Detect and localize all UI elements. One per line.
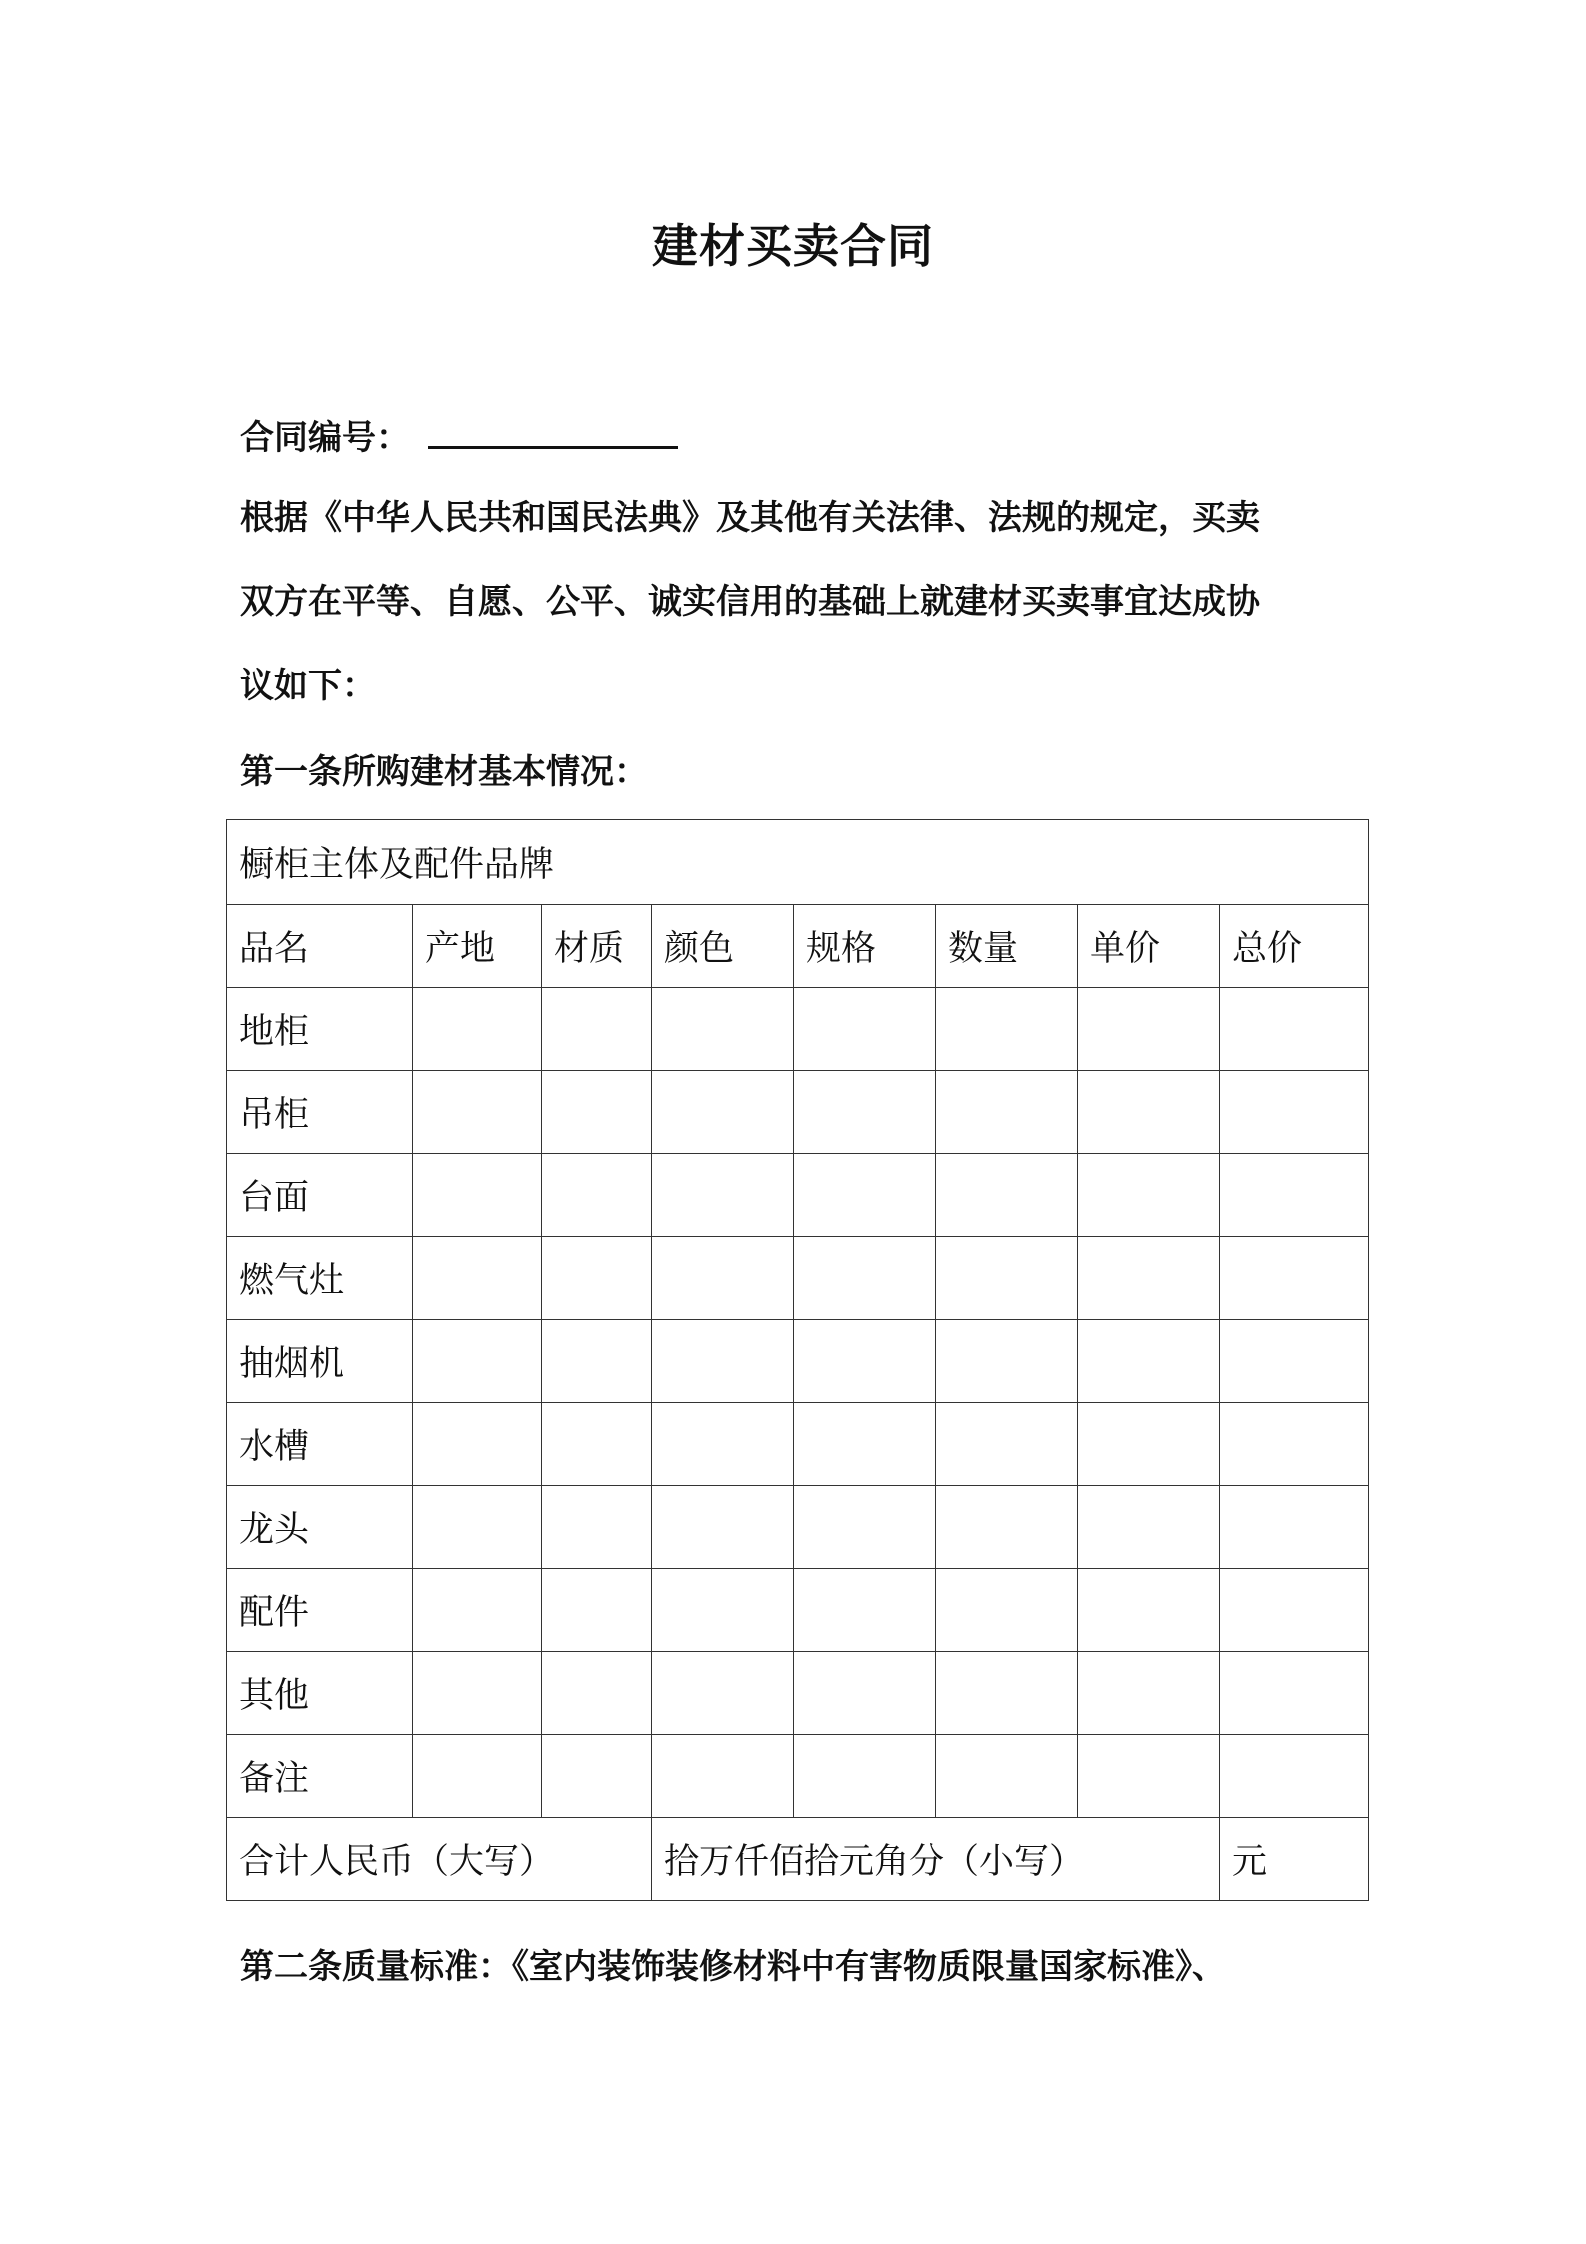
blank-cell[interactable]	[1220, 988, 1369, 1071]
blank-cell[interactable]	[936, 1154, 1078, 1237]
document-title: 建材买卖合同	[652, 219, 934, 273]
header-cell: 数量	[936, 905, 1078, 988]
item-name-cell: 抽烟机	[227, 1320, 413, 1403]
header-cell: 规格	[794, 905, 936, 988]
blank-cell[interactable]	[413, 1071, 542, 1154]
header-cell: 产地	[413, 905, 542, 988]
table-row	[227, 1071, 1369, 1154]
total-amount-cell[interactable]: 拾万仟佰拾元角分（小写）	[652, 1818, 1220, 1901]
table-row	[227, 1403, 1369, 1486]
blank-cell[interactable]	[1078, 1403, 1220, 1486]
blank-cell[interactable]	[652, 1237, 794, 1320]
blank-cell[interactable]	[413, 1652, 542, 1735]
blank-cell[interactable]	[794, 1735, 936, 1818]
blank-cell[interactable]	[794, 1320, 936, 1403]
blank-cell[interactable]	[1078, 1486, 1220, 1569]
blank-cell[interactable]	[652, 1154, 794, 1237]
total-label-cell: 合计人民币（大写）	[227, 1818, 652, 1901]
intro-line-2: 双方在平等、自愿、公平、诚实信用的基础上就建材买卖事宜达成协	[240, 582, 1260, 622]
blank-cell[interactable]	[1078, 1154, 1220, 1237]
blank-cell[interactable]	[652, 1735, 794, 1818]
blank-cell[interactable]	[936, 1652, 1078, 1735]
blank-cell[interactable]	[413, 1486, 542, 1569]
blank-cell[interactable]	[936, 1403, 1078, 1486]
item-name-cell: 其他	[227, 1652, 413, 1735]
blank-cell[interactable]	[413, 1154, 542, 1237]
blank-cell[interactable]	[936, 1735, 1078, 1818]
blank-cell[interactable]	[1220, 1403, 1369, 1486]
item-name-cell: 台面	[227, 1154, 413, 1237]
header-cell: 单价	[1078, 905, 1220, 988]
blank-cell[interactable]	[794, 1486, 936, 1569]
blank-cell[interactable]	[1078, 1735, 1220, 1818]
contract-number-blank[interactable]	[428, 418, 678, 449]
blank-cell[interactable]	[936, 988, 1078, 1071]
blank-cell[interactable]	[413, 988, 542, 1071]
brand-row	[227, 820, 1369, 905]
blank-cell[interactable]	[1220, 1735, 1369, 1818]
blank-cell[interactable]	[1078, 988, 1220, 1071]
blank-cell[interactable]	[1078, 1320, 1220, 1403]
table-row	[227, 1735, 1369, 1818]
blank-cell[interactable]	[1078, 1237, 1220, 1320]
item-name-cell: 备注	[227, 1735, 413, 1818]
table-row	[227, 1320, 1369, 1403]
blank-cell[interactable]	[1220, 1071, 1369, 1154]
blank-cell[interactable]	[1220, 1569, 1369, 1652]
materials-table	[226, 819, 1369, 1901]
contract-number-line	[240, 418, 1360, 458]
blank-cell[interactable]	[936, 1237, 1078, 1320]
blank-cell[interactable]	[413, 1403, 542, 1486]
article-2-heading: 第二条质量标准：《室内装饰装修材料中有害物质限量国家标准》、	[240, 1947, 1226, 1987]
blank-cell[interactable]	[794, 1569, 936, 1652]
blank-cell[interactable]	[542, 1403, 652, 1486]
contract-number-label: 合同编号：	[240, 418, 410, 458]
blank-cell[interactable]	[794, 1237, 936, 1320]
item-name-cell: 燃气灶	[227, 1237, 413, 1320]
blank-cell[interactable]	[542, 1071, 652, 1154]
item-name-cell: 配件	[227, 1569, 413, 1652]
blank-cell[interactable]	[794, 1652, 936, 1735]
blank-cell[interactable]	[1078, 1652, 1220, 1735]
header-row	[227, 905, 1369, 988]
table-row	[227, 988, 1369, 1071]
blank-cell[interactable]	[542, 1569, 652, 1652]
blank-cell[interactable]	[542, 1652, 652, 1735]
blank-cell[interactable]	[542, 1320, 652, 1403]
brand-cell: 橱柜主体及配件品牌	[227, 820, 1369, 905]
blank-cell[interactable]	[413, 1735, 542, 1818]
item-name-cell: 水槽	[227, 1403, 413, 1486]
article-1-heading: 第一条所购建材基本情况：	[240, 752, 648, 792]
item-name-cell: 吊柜	[227, 1071, 413, 1154]
header-cell: 材质	[542, 905, 652, 988]
intro-line-1: 根据《中华人民共和国民法典》及其他有关法律、法规的规定，买卖	[240, 498, 1260, 538]
item-name-cell: 地柜	[227, 988, 413, 1071]
blank-cell[interactable]	[1220, 1486, 1369, 1569]
blank-cell[interactable]	[652, 1320, 794, 1403]
blank-cell[interactable]	[542, 988, 652, 1071]
item-name-cell: 龙头	[227, 1486, 413, 1569]
blank-cell[interactable]	[1220, 1320, 1369, 1403]
blank-cell[interactable]	[1220, 1652, 1369, 1735]
header-cell: 总价	[1220, 905, 1369, 988]
total-unit-cell: 元	[1220, 1818, 1369, 1901]
blank-cell[interactable]	[652, 1652, 794, 1735]
blank-cell[interactable]	[652, 1569, 794, 1652]
blank-cell[interactable]	[794, 1154, 936, 1237]
blank-cell[interactable]	[413, 1569, 542, 1652]
table-row	[227, 1154, 1369, 1237]
blank-cell[interactable]	[1220, 1154, 1369, 1237]
blank-cell[interactable]	[413, 1237, 542, 1320]
blank-cell[interactable]	[936, 1071, 1078, 1154]
header-cell: 颜色	[652, 905, 794, 988]
blank-cell[interactable]	[794, 988, 936, 1071]
table-row	[227, 1569, 1369, 1652]
blank-cell[interactable]	[794, 1071, 936, 1154]
blank-cell[interactable]	[413, 1320, 542, 1403]
blank-cell[interactable]	[652, 1403, 794, 1486]
blank-cell[interactable]	[652, 1486, 794, 1569]
blank-cell[interactable]	[1078, 1071, 1220, 1154]
blank-cell[interactable]	[1078, 1569, 1220, 1652]
table-row	[227, 1486, 1369, 1569]
blank-cell[interactable]	[1220, 1237, 1369, 1320]
blank-cell[interactable]	[652, 988, 794, 1071]
blank-cell[interactable]	[542, 1735, 652, 1818]
blank-cell[interactable]	[652, 1071, 794, 1154]
blank-cell[interactable]	[936, 1486, 1078, 1569]
intro-line-3: 议如下：	[240, 666, 376, 706]
table-row	[227, 1237, 1369, 1320]
blank-cell[interactable]	[542, 1486, 652, 1569]
blank-cell[interactable]	[794, 1403, 936, 1486]
blank-cell[interactable]	[936, 1320, 1078, 1403]
table-row	[227, 1652, 1369, 1735]
blank-cell[interactable]	[542, 1154, 652, 1237]
header-cell: 品名	[227, 905, 413, 988]
blank-cell[interactable]	[542, 1237, 652, 1320]
total-row	[227, 1818, 1369, 1901]
blank-cell[interactable]	[936, 1569, 1078, 1652]
